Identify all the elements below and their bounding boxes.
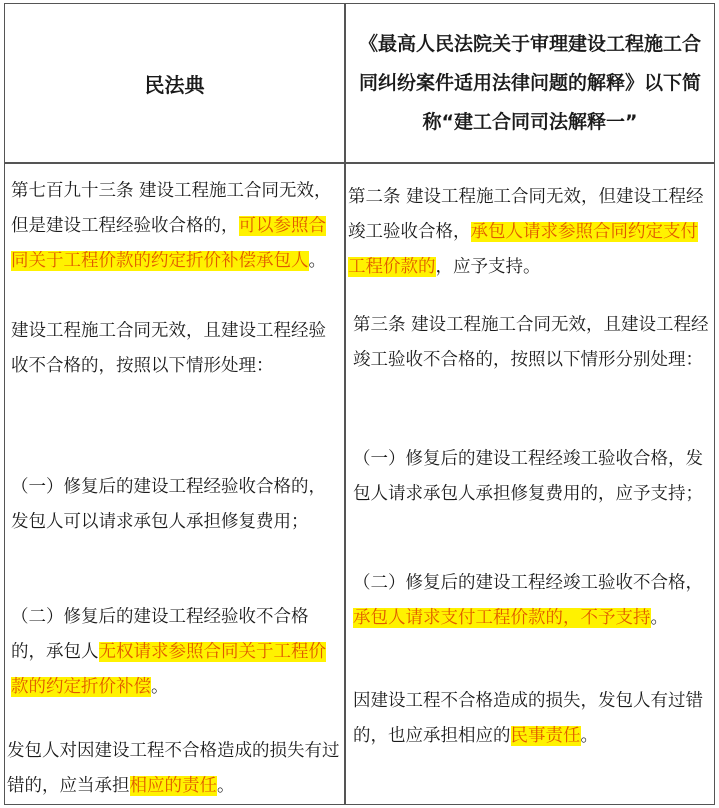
right-article-2: 第二条 建设工程施工合同无效，但建设工程经竣工验收合格，承包人请求参照合同约定支付工程价款的，应予支持。 — [348, 187, 704, 277]
right-item-2: （二）修复后的建设工程经竣工验收不合格，承包人请求支付工程价款的，不予支持。 — [353, 573, 703, 628]
left-highlight-liability: 相应的责任 — [129, 776, 217, 796]
left-article-793: 第七百九十三条 建设工程施工合同无效，但是建设工程经验收合格的，可以参照合同关于工程价款的约定折价补偿承包人。 — [11, 181, 332, 271]
left-item-1: （一）修复后的建设工程经验收合格的，发包人可以请求承包人承担修复费用； — [11, 477, 326, 532]
header-civil-code: 民法典 — [144, 72, 205, 97]
right-article-3: 第三条 建设工程施工合同无效，且建设工程经竣工验收不合格的，按照以下情形分别处理： — [353, 315, 709, 370]
right-fault-liability: 因建设工程不合格造成的损失，发包人有过错的，也应承担相应的民事责任。 — [353, 691, 703, 746]
right-highlight-civil-liability: 民事责任 — [510, 726, 581, 746]
left-highlight-compensation: 可以参照合同关于工程价款的约定折价补偿承包人 — [11, 216, 326, 271]
left-highlight-no-right: 无权请求参照合同关于工程价款的约定折价补偿 — [11, 642, 326, 697]
right-highlight-not-supported: 承包人请求支付工程价款的，不予支持 — [353, 608, 651, 628]
left-fault-liability: 发包人对因建设工程不合格造成的损失有过错的，应当承担相应的责任。 — [7, 741, 340, 796]
right-item-1: （一）修复后的建设工程经竣工验收合格，发包人请求承包人承担修复费用的，应予支持； — [353, 449, 703, 504]
header-divider — [5, 162, 714, 164]
right-highlight-price-claim: 承包人请求参照合同约定支付工程价款的 — [348, 222, 698, 277]
left-item-2: （二）修复后的建设工程经验收不合格的，承包人无权请求参照合同关于工程价款的约定折价补偿。 — [11, 607, 326, 697]
header-judicial-interpretation: 《最高人民法院关于审理建设工程施工合同纠纷案件适用法律问题的解释》以下简称“建工合同司法解释一” — [358, 32, 701, 133]
left-invalid-unqualified: 建设工程施工合同无效，且建设工程经验收不合格的，按照以下情形处理： — [11, 321, 326, 376]
comparison-table — [4, 3, 715, 805]
